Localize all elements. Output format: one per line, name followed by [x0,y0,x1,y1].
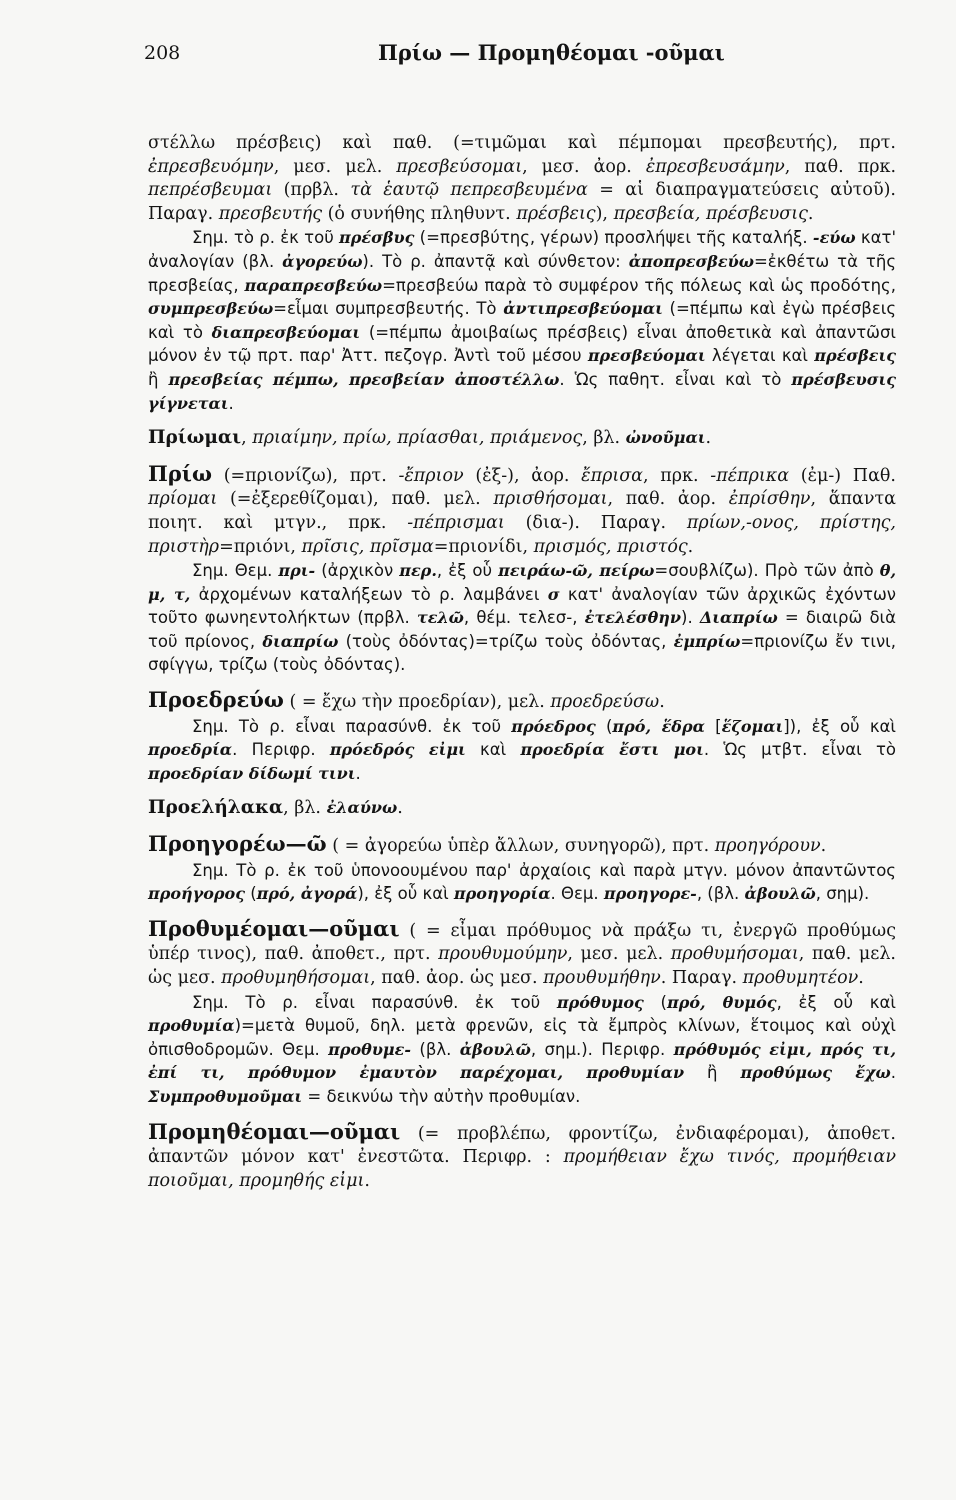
text-run: κατ' ἀναλογίαν (βλ. [148,228,896,271]
text-run: πρό, ἀγορά [256,884,358,904]
text-run: ἐπρεσβευσάμην [645,156,785,177]
text-run: προηγορία [453,884,551,904]
text-run: προυθυμούμην [438,944,568,965]
entry-definition [148,462,896,559]
text-run: πρι- [278,561,316,581]
entry-definition [148,688,896,715]
text-run: ( [244,884,257,904]
entry-note [148,991,896,1109]
text-run: Σημ. τὸ ρ. ἐκ τοῦ [192,228,340,248]
entry-spacer [148,415,896,426]
text-run: προθυμε- [328,1039,411,1059]
text-run: ). Τὸ ρ. ἀπαντᾷ καὶ σύνθετον: [362,251,629,271]
text-run: (ἐμ-) Παθ. [789,465,896,486]
entry-note [148,559,896,677]
text-run: ἐμπρίω [673,631,741,651]
text-run: λέγεται καὶ [705,346,815,366]
text-run: ἀντιπρεσβεύομαι [503,299,663,319]
text-run: (= προβλέπω, φροντίζω, ἐνδιαφέρομαι), ἀποθετ. ἀπαντῶν μόνον κατ' ἐνεστῶτα. Περιφρ. : [148,1123,896,1168]
text-run: ]), ἐξ οὗ καὶ [783,716,897,736]
text-run: ἀγορεύω [282,251,363,271]
text-run: (ὁ συνήθης πληθυντ. [322,203,517,224]
text-run: πρεσβευτής [218,203,323,224]
text-run: ἐπρεσβευόμην [148,156,274,177]
text-run: ( = ἀγορεύω ὑπὲρ ἄλλων, συνηγορῶ), πρτ. [326,836,715,857]
text-run: πεπρέσβευμαι [148,180,273,201]
text-run: προθυμηθήσομαι [221,968,371,988]
entry-definition [148,832,896,859]
text-run: πρέσβεις [516,203,596,224]
text-run: διαπρεσβεύομαι [211,322,361,342]
text-run: ὠνοῦμαι [625,428,706,448]
entry-proigoreo [148,832,896,906]
entry-definition [148,132,896,226]
entry-proedrevo [148,688,896,785]
text-run: (δια-). Παραγ. [504,512,687,533]
text-run: ( [595,716,613,736]
text-run: σ [547,584,560,604]
lemma-headword: Πρίω [148,460,212,486]
text-run: . Ὡς παθητ. εἶναι καὶ τὸ [559,369,792,389]
text-run: (=ἐξερεθίζομαι), παθ. μελ. [217,489,494,510]
text-run: ἀβουλῶ [459,1039,531,1059]
lemma-headword: Πρίωμαι [148,427,242,449]
text-run: ἐπρίσθην [728,489,811,510]
text-run: προθυμήσομαι [670,944,799,965]
entry-spacer [148,785,896,796]
text-run: ἐτελέσθην [584,608,682,628]
text-run: προθυμία [148,1016,235,1036]
text-run: , ἐξ οὗ καὶ [776,992,896,1012]
text-run: (=πέμπω καὶ ἐγὼ πρέσβεις καὶ τὸ [148,299,897,342]
text-run: . [807,203,814,224]
entry-note [148,226,896,415]
text-run: =πριονίζω ἔν τινι, σφίγγω, τρίζω (τοὺς ὀδόντας). [148,631,896,675]
text-run: =πριονίδι, [433,536,534,557]
text-run: . [659,692,665,713]
text-run: , θέμ. τελεσ-, [463,608,585,628]
text-run: προμήθειαν ἔχω τινός, προμήθειαν ποιοῦμαι, προμηθής εἰμι [148,1147,896,1191]
dictionary-body [148,132,896,1193]
text-run: )=μετὰ θυμοῦ, δηλ. μετὰ φρενῶν, εἰς τὰ ἔμπρὸς κλίνων, ἕτοιμος καὶ οὐχὶ ὀπισθοδρομῶν. Θεμ. [148,1016,896,1059]
text-run: ἢ [148,369,169,389]
text-run: , ἐξ οὗ [436,561,499,581]
entry-definition [148,426,896,451]
lemma-headword: Προηγορέω—ῶ [148,831,327,857]
text-run: ( = εἶμαι πρόθυμος νὰ πράξω τι, ἐνεργῶ προθύμως ὑπέρ τινος), παθ. ἀποθετ., πρτ. [148,920,896,965]
text-run: , μεσ. ἀορ. [522,156,646,177]
text-run: προθύμως ἔχω [740,1063,891,1083]
text-run: . Παραγ. [660,968,743,988]
running-head: Πρίω — Προμηθέομαι -οῦμαι [378,40,725,65]
text-run: τελῶ [416,608,464,628]
text-run: προήγορος [148,884,245,904]
text-run: πειράω-ῶ, πείρω [498,561,655,581]
text-run: . [397,798,403,819]
text-run: (=πριονίζω), πρτ. [211,465,399,486]
entry-prio [148,462,896,677]
lemma-headword: Προεδρεύω [148,687,284,713]
text-run: , παθ. ἀορ. ὡς μεσ. [370,968,544,988]
entry-note [148,715,896,786]
text-run: προεδρία [148,740,233,760]
text-run: προεδρίαν δίδωμί τινι [148,763,356,783]
text-run: =σουβλίζω). Πρὸ τῶν ἀπὸ [654,561,880,581]
text-run: Διαπρίω [699,608,778,628]
text-run: Σημ. Τὸ ρ. εἶναι παρασύνθ. ἐκ τοῦ [192,992,557,1012]
text-run: πρεσβεύομαι [587,346,706,366]
text-run: ἀβουλῶ [744,884,816,904]
text-run: (βλ. [411,1039,460,1059]
text-run: -εύω [812,228,856,248]
lemma-headword: Προελήλακα [148,797,284,819]
text-run: -ἔπριον [398,465,464,486]
text-run: . [820,836,827,857]
text-run: πρό, θυμός [666,992,777,1012]
text-run: = δεικνύω τὴν αὐτὴν προθυμίαν. [302,1086,581,1106]
text-run: πρίων,-ονος, πρίστης, πριστὴρ [148,512,896,557]
text-run: = διαιρῶ διὰ τοῦ πρίονος, [148,608,896,651]
text-run: παραπρεσβεύω [244,275,383,295]
text-run: θ, μ, τ, [148,561,897,604]
page-number: 208 [144,42,181,64]
text-run: Συμπροθυμοῦμαι [148,1086,303,1106]
text-run: πρόθυμός εἰμι, πρός τι, ἐπί τι, πρόθυμον ἐμαυτὸν παρέχομαι, προθυμίαν [148,1039,897,1083]
text-run: πρόθυμος [556,992,644,1012]
entry-definition [148,796,896,821]
text-run: . Περιφρ. [232,740,330,760]
text-run: (ἀρχικὸν [315,561,400,581]
entry-promitheomai [148,1120,896,1194]
text-run: -πέπρισμαι [407,512,505,533]
text-run: , (βλ. [696,884,745,904]
text-run: Σημ. Τὸ ρ. εἶναι παρασύνθ. ἐκ τοῦ [192,716,512,736]
text-run: , παθ. ἀορ. [607,489,729,510]
text-run: πρέσβευσις γίγνεται [148,369,897,413]
text-run: . [705,428,712,449]
text-run: πριαίμην, πρίω, πρίασθαι, πριάμενος [252,428,583,449]
text-run: πρισθήσομαι [493,489,608,510]
text-run: , βλ. [283,798,327,819]
text-run: ἀρχομένων καταλήξεων τὸ ρ. λαμβάνει [190,584,548,604]
text-run: πρέσβεις [814,346,896,366]
text-run: Σημ. Τὸ ρ. ἐκ τοῦ ὑπονοουμένου παρ' ἀρχαίοις καὶ παρὰ μτγν. μόνον ἀπαντῶντος [192,860,896,880]
text-run: (=πρεσβύτης, γέρων) προσλήψει τῆς καταλήξ. [414,228,813,248]
text-run: ἔπρισα [581,465,643,486]
text-run: , ἅπαντα ποιητ. καὶ μτγν., πρκ. [148,489,896,533]
text-run: . [228,393,234,413]
text-run: , βλ. [582,428,626,449]
text-run: . [890,1063,896,1083]
text-run: , σημ). [815,884,870,904]
text-run: προηγόρουν [714,836,821,857]
text-run: ἀποπρεσβεύω [628,251,754,271]
text-run: προυθυμήθην [543,968,661,988]
entry-prothymeomai [148,917,896,1109]
text-run: . [355,763,361,783]
text-run: . Ὡς μτβτ. εἶναι τὸ [703,740,896,760]
text-run: , πρκ. [642,465,711,486]
text-run: πρεσβεύσομαι [396,156,523,177]
text-run: συμπρεσβεύω [148,299,274,319]
text-run: . [687,536,694,557]
lemma-headword: Προμηθέομαι—οῦμαι [148,1118,401,1144]
text-run: ), [595,203,614,224]
text-run: πρεσβεία, πρέσβευσις [613,203,808,224]
text-run: πρό, ἕδρα [612,716,705,736]
text-run: =εἶμαι συμπρεσβευτής. Τὸ [273,299,504,319]
text-run: πρῖσις, πρῖσμα [301,536,434,557]
text-run: πρισμός, πριστός [533,536,688,557]
text-run: Σημ. Θεμ. [192,561,279,581]
text-run: πρόεδρός εἰμι [329,740,466,760]
text-run: κατ' ἀναλογίαν τῶν ἀρχικῶς ἐχόντων τοῦτο φωνηεντολήκτων (πρβλ. [148,584,897,628]
text-run: ἕζομαι [721,716,784,736]
entry-note [148,859,896,906]
text-run: ἢ [684,1063,741,1083]
entry-definition [148,1120,896,1194]
text-run: = αἱ διαπραγματεύσεις αὐτοῦ). Παραγ. [148,180,896,224]
entry-priomai [148,426,896,451]
text-run: στέλλω πρέσβεις) καὶ παθ. (=τιμῶμαι καὶ πέμπομαι πρεσβευτής), πρτ. [148,133,896,153]
text-run: (=πέμπω ἀμοιβαίως πρέσβεις) εἶναι ἀποθετικὰ καὶ ἀπαντῶσι μόνον ἐν τῷ πρτ. παρ' Ἀττ. πεζογρ. Ἀντὶ τοῦ μέσου [148,322,896,366]
text-run: ). [681,608,700,628]
text-run: . [364,1170,370,1191]
entry-presvevo-cont [148,132,896,415]
text-run: ( = ἔχω τὴν προεδρίαν), μελ. [283,692,551,713]
entry-definition [148,917,896,991]
text-run: , παθ. πρκ. [784,156,897,177]
text-run: (ἐξ-), ἀορ. [463,465,582,486]
text-run: , σημ.). Περιφρ. [530,1039,674,1059]
text-run: προεδρία ἔστι μοι [520,740,704,760]
text-run: , μεσ. μελ. [273,156,397,177]
text-run: =ἐκθέτω τὰ τῆς πρεσβείας, [148,251,897,295]
text-run: (πρβλ. [272,180,351,201]
text-run: ), ἐξ οὗ καὶ [357,884,454,904]
text-run: , μεσ. μελ. [567,944,671,965]
text-run: ( [643,992,667,1012]
text-run: , [241,428,253,449]
text-run: (τοὺς ὀδόντας)=τρίζω τοὺς ὀδόντας, [338,631,674,651]
text-run: =πριόνι, [219,536,302,557]
page-header [144,36,896,76]
entry-spacer [148,451,896,462]
text-run: . [858,968,864,988]
text-run: πρέσβυς [339,228,415,248]
text-run: τὰ ἑαυτῷ πεπρεσβευμένα [350,180,588,201]
text-run: πρεσβείας πέμπω, πρεσβείαν ἀποστέλλω [168,369,560,389]
text-run: πρίομαι [148,489,218,510]
text-run: , παθ. μελ. ὡς μεσ. [148,944,896,988]
lemma-headword: Προθυμέομαι—οῦμαι [148,915,400,941]
text-run: πρόεδρος [511,716,596,736]
text-run: =πρεσβεύω παρὰ τὸ συμφέρον τῆς πόλεως καὶ ὡς προδότης, [382,275,896,295]
text-run: καὶ [465,740,521,760]
text-run: ἐλαύνω [326,798,398,818]
text-run: προεδρεύσω [550,692,660,713]
text-run: περ. [399,561,437,581]
text-run: -πέπρικα [710,465,790,486]
text-run: . Θεμ. [550,884,604,904]
text-run: [ [704,716,722,736]
text-run: διαπρίω [262,631,339,651]
text-run: προηγορε- [603,884,697,904]
text-run: προθυμητέον [742,968,859,988]
entry-proelilaka [148,796,896,821]
